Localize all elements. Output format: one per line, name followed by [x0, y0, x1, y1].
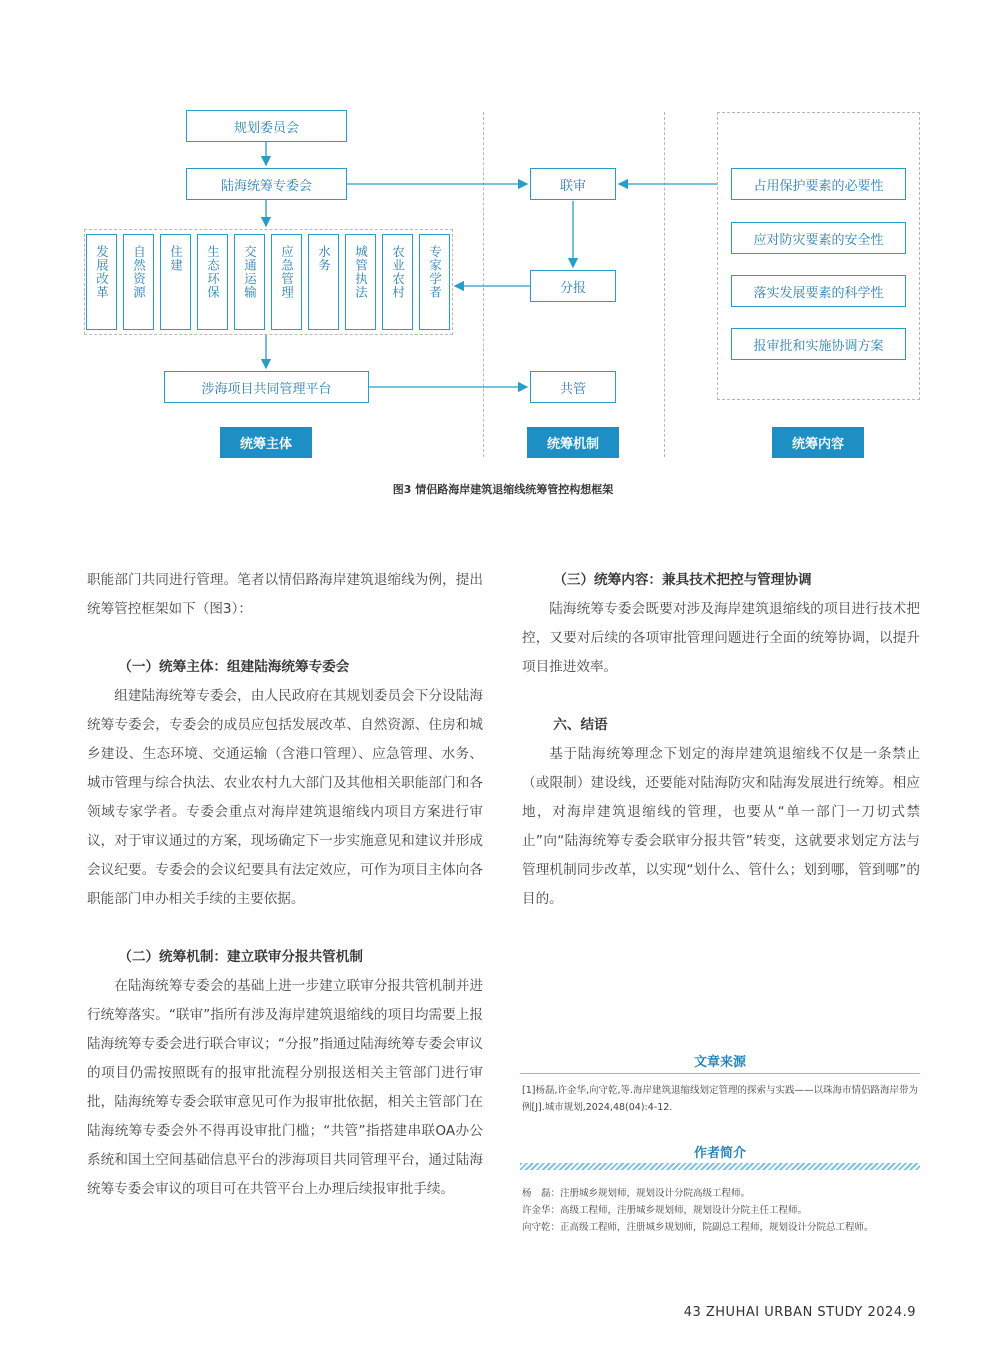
authors-list [522, 1185, 920, 1236]
source-text: [1]杨磊,许金华,向守乾,等.海岸建筑退缩线划定管理的探索与实践——以珠海市情侣路海岸带为例[J].城市规划,2024,48(04):4-12. [522, 1085, 919, 1113]
platform-box: 涉海项目共同管理平台 [164, 371, 369, 403]
dept-box-3: 住建 [160, 234, 191, 330]
paragraph-2: 在陆海统筹专委会的基础上进一步建立联审分报共管机制并进行统筹落实。“联审”指所有涉及海岸建筑退缩线的项目均需要上报陆海统筹专委会进行联合审议；“分报”指通过陆海统筹专委会审议的项目仍需按照既有的报审批流程分别报送相关主管部门进行审批，陆海统筹专委会联审意见可作为报审批依据，相关主管部门在陆海统筹专委会外不得再设审批门槛；“共管”指搭建串联OA办公系统和国土空间基础信息平台的涉海项目共同管理平台，通过陆海统筹专委会审议的项目可在共管平台上办理后续报审批手续。 [87, 978, 483, 1197]
author-line-3: 向守乾：正高级工程师，注册城乡规划师，院副总工程师，规划设计分院总工程师。 [522, 1222, 874, 1233]
label-mechanism: 统筹机制 [527, 427, 619, 458]
intro-paragraph: 职能部门共同进行管理。笔者以情侣路海岸建筑退缩线为例，提出统筹管控框架如下（图3）： [87, 572, 483, 617]
dept-box-1: 发展改革 [86, 234, 117, 330]
author-line-2: 许金华：高级工程师，注册城乡规划师，规划设计分院主任工程师。 [522, 1205, 808, 1216]
label-subject: 统筹主体 [220, 427, 312, 458]
section-heading-1: （一）统筹主体：组建陆海统筹专委会 [118, 659, 350, 675]
separate-report-box: 分报 [530, 270, 616, 302]
content-box-1: 占用保护要素的必要性 [731, 168, 906, 200]
dept-box-7: 水务 [308, 234, 339, 330]
paragraph-3: 陆海统筹专委会既要对涉及海岸建筑退缩线的项目进行技术把控，又要对后续的各项审批管理问题进行全面的统筹协调，以提升项目推进效率。 [522, 601, 920, 675]
right-column [522, 566, 920, 914]
dept-box-5: 交通运输 [234, 234, 265, 330]
co-manage-box: 共管 [530, 371, 616, 403]
section-heading-3: （三）统筹内容：兼具技术把控与管理协调 [553, 572, 812, 588]
source-title: 文章来源 [693, 1055, 746, 1070]
content-box-2: 应对防灾要素的安全性 [731, 222, 906, 254]
content-box-4: 报审批和实施协调方案 [731, 328, 906, 360]
dept-box-6: 应急管理 [271, 234, 302, 330]
author-line-1: 杨 磊：注册城乡规划师，规划设计分院高级工程师。 [522, 1188, 751, 1199]
joint-review-box: 联审 [530, 168, 616, 200]
page-footer: 43 ZHUHAI URBAN STUDY 2024.9 [683, 1305, 916, 1320]
special-committee-box: 陆海统筹专委会 [186, 168, 347, 200]
dept-box-9: 农业农村 [382, 234, 413, 330]
source-rule [520, 1073, 920, 1074]
committee-box: 规划委员会 [186, 110, 347, 142]
content-box-3: 落实发展要素的科学性 [731, 275, 906, 307]
authors-stripe [520, 1163, 920, 1170]
section-heading-4: 六、结语 [553, 717, 608, 733]
paragraph-4: 基于陆海统筹理念下划定的海岸建筑退缩线不仅是一条禁止（或限制）建设线，还要能对陆海防灾和陆海发展进行统筹。相应地，对海岸建筑退缩线的管理，也要从“单一部门一刀切式禁止”向“陆海统筹专委会联审分报共管”转变，这就要求划定方法与管理机制同步改革，以实现“划什么、管什么；划到哪，管到哪”的目的。 [522, 746, 920, 907]
paragraph-1: 组建陆海统筹专委会，由人民政府在其规划委员会下分设陆海统筹专委会，专委会的成员应包括发展改革、自然资源、住房和城乡建设、生态环境、交通运输（含港口管理）、应急管理、水务、城市管理与综合执法、农业农村九大部门及其他相关职能部门和各领域专家学者。专委会重点对海岸建筑退缩线内项目方案进行审议，对于审议通过的方案，现场确定下一步实施意见和建议并形成会议纪要。专委会的会议纪要具有法定效应，可作为项目主体向各职能部门申办相关手续的主要依据。 [87, 688, 483, 907]
section-heading-2: （二）统筹机制：建立联审分报共管机制 [118, 949, 363, 965]
dept-box-8: 城管执法 [345, 234, 376, 330]
figure-caption: 图3 情侣路海岸建筑退缩线统筹管控构想框架 [392, 483, 614, 496]
label-content: 统筹内容 [772, 427, 864, 458]
dept-box-2: 自然资源 [123, 234, 154, 330]
dept-box-10: 专家学者 [419, 234, 450, 330]
dept-box-4: 生态环保 [197, 234, 228, 330]
left-column [87, 566, 483, 1204]
authors-title: 作者简介 [693, 1146, 746, 1161]
